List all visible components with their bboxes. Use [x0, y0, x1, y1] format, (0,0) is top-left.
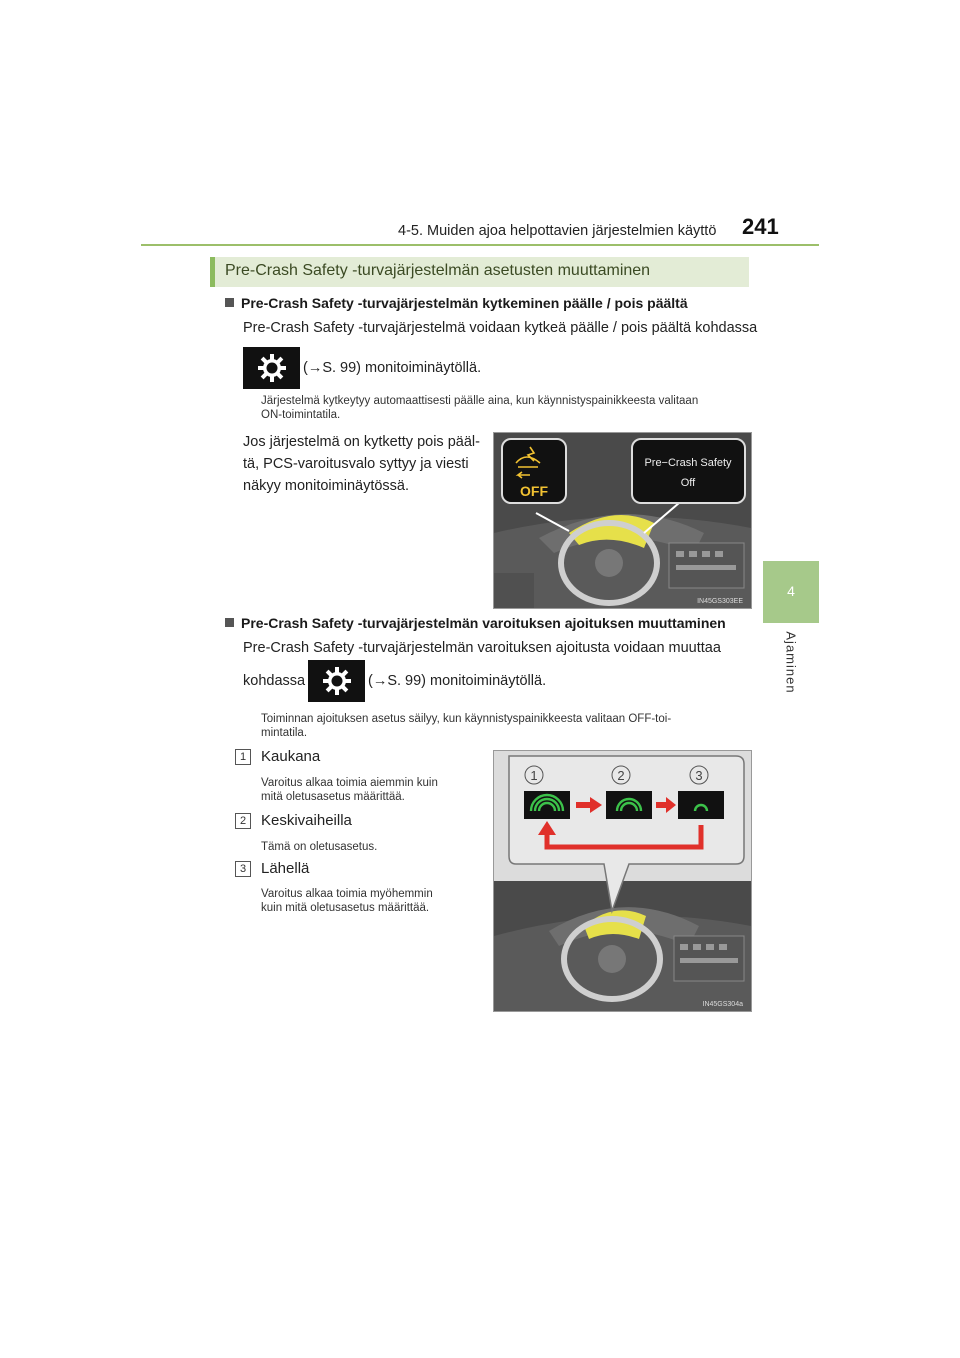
off-text-line3: näkyy monitoiminäytössä.: [243, 478, 410, 494]
side-label: [770, 630, 810, 700]
side-label-text: Ajaminen: [783, 631, 799, 694]
timing-text-line1: Pre-Crash Safety -turvajärjestelmän varoituksen ajoitusta voidaan muuttaa: [243, 640, 721, 656]
chapter-title: 4-5. Muiden ajoa helpottavien järjestelmien käyttö: [398, 223, 717, 239]
item-desc-far-line1: Varoitus alkaa toimia aiemmin kuin: [261, 777, 438, 789]
bullet-square: [225, 298, 234, 307]
figure-pcs-off: [493, 432, 752, 609]
settings-icon-box: [243, 347, 300, 389]
toggle-note-line1: Järjestelmä kytkeytyy automaattisesti päälle aina, kun käynnistyspainikkeesta valitaan: [261, 395, 699, 407]
gear-icon: [322, 666, 352, 696]
page-number: 241: [742, 214, 779, 239]
timing-middle-indicator: [606, 791, 652, 819]
timing-heading: [225, 615, 726, 631]
off-text-line2: tä, PCS-varoitusvalo syttyy ja viesti: [243, 456, 469, 472]
mid-message-box: [632, 439, 745, 503]
bullet-square: [225, 618, 234, 627]
item-desc-far-line2: mitä oletusasetus määrittää.: [261, 791, 405, 803]
item-desc-far: [261, 776, 480, 804]
label-1: 1: [530, 768, 538, 783]
section-title-bar: [210, 257, 749, 287]
header-divider: [141, 244, 819, 246]
mid-message-line1: Pre−Crash Safety: [644, 457, 732, 469]
toggle-text-line1: Pre-Crash Safety -turvajärjestelmä voidaan kytkeä päälle / pois päältä kohdassa: [243, 320, 758, 336]
timing-text-suffix: (→S. 99) monitoiminäytöllä.: [368, 673, 547, 689]
item-number-badge: 2: [235, 813, 251, 829]
pcs-off-indicator: OFF: [520, 483, 548, 499]
timing-text-prefix: kohdassa: [243, 673, 306, 689]
label-3: 3: [695, 768, 703, 783]
chapter-tab-number: 4: [787, 583, 795, 599]
timing-note-line1: Toiminnan ajoituksen asetus säilyy, kun käynnistyspainikkeesta valitaan OFF-toi-: [261, 713, 672, 725]
section-title: Pre-Crash Safety -turvajärjestelmän asetusten muuttaminen: [225, 262, 651, 279]
item-number-badge: 1: [235, 749, 251, 765]
toggle-text-line2: (→S. 99) monitoiminäytöllä.: [303, 360, 482, 376]
figure-warning-timing: [493, 750, 752, 1012]
item-desc-near-line1: Varoitus alkaa toimia myöhemmin: [261, 888, 433, 900]
toggle-heading-text: Pre-Crash Safety -turvajärjestelmän kytkeminen päälle / pois päältä: [241, 295, 688, 311]
timing-note: [261, 712, 747, 740]
item-number-badge: 3: [235, 861, 251, 877]
off-text-line1: Jos järjestelmä on kytketty pois pääl-: [243, 434, 480, 450]
toggle-off-text: [243, 431, 478, 497]
figure-code: IN45GS303EE: [697, 598, 743, 605]
dashboard-illustration: [494, 433, 751, 608]
settings-icon-box: [308, 660, 365, 702]
item-desc-middle: Tämä on oletusasetus.: [261, 841, 378, 853]
mid-message-line2: Off: [680, 477, 696, 489]
gear-icon: [257, 353, 287, 383]
timing-note-line2: mintatila.: [261, 727, 308, 739]
chapter-tab: [763, 561, 819, 623]
toggle-note: [261, 394, 747, 422]
item-title-near: Lähellä: [261, 860, 310, 877]
figure-code: IN45GS304a: [702, 1001, 743, 1008]
timing-illustration: [494, 751, 751, 1011]
item-title-far: Kaukana: [261, 748, 321, 765]
label-2: 2: [617, 768, 625, 783]
toggle-heading: [225, 295, 688, 311]
timing-heading-text: Pre-Crash Safety -turvajärjestelmän varoituksen ajoituksen muuttaminen: [241, 615, 726, 631]
toggle-note-line2: ON-toimintatila.: [261, 409, 341, 421]
item-desc-near: [261, 887, 480, 915]
item-desc-near-line2: kuin mitä oletusasetus määrittää.: [261, 902, 430, 914]
item-title-middle: Keskivaiheilla: [261, 812, 352, 829]
